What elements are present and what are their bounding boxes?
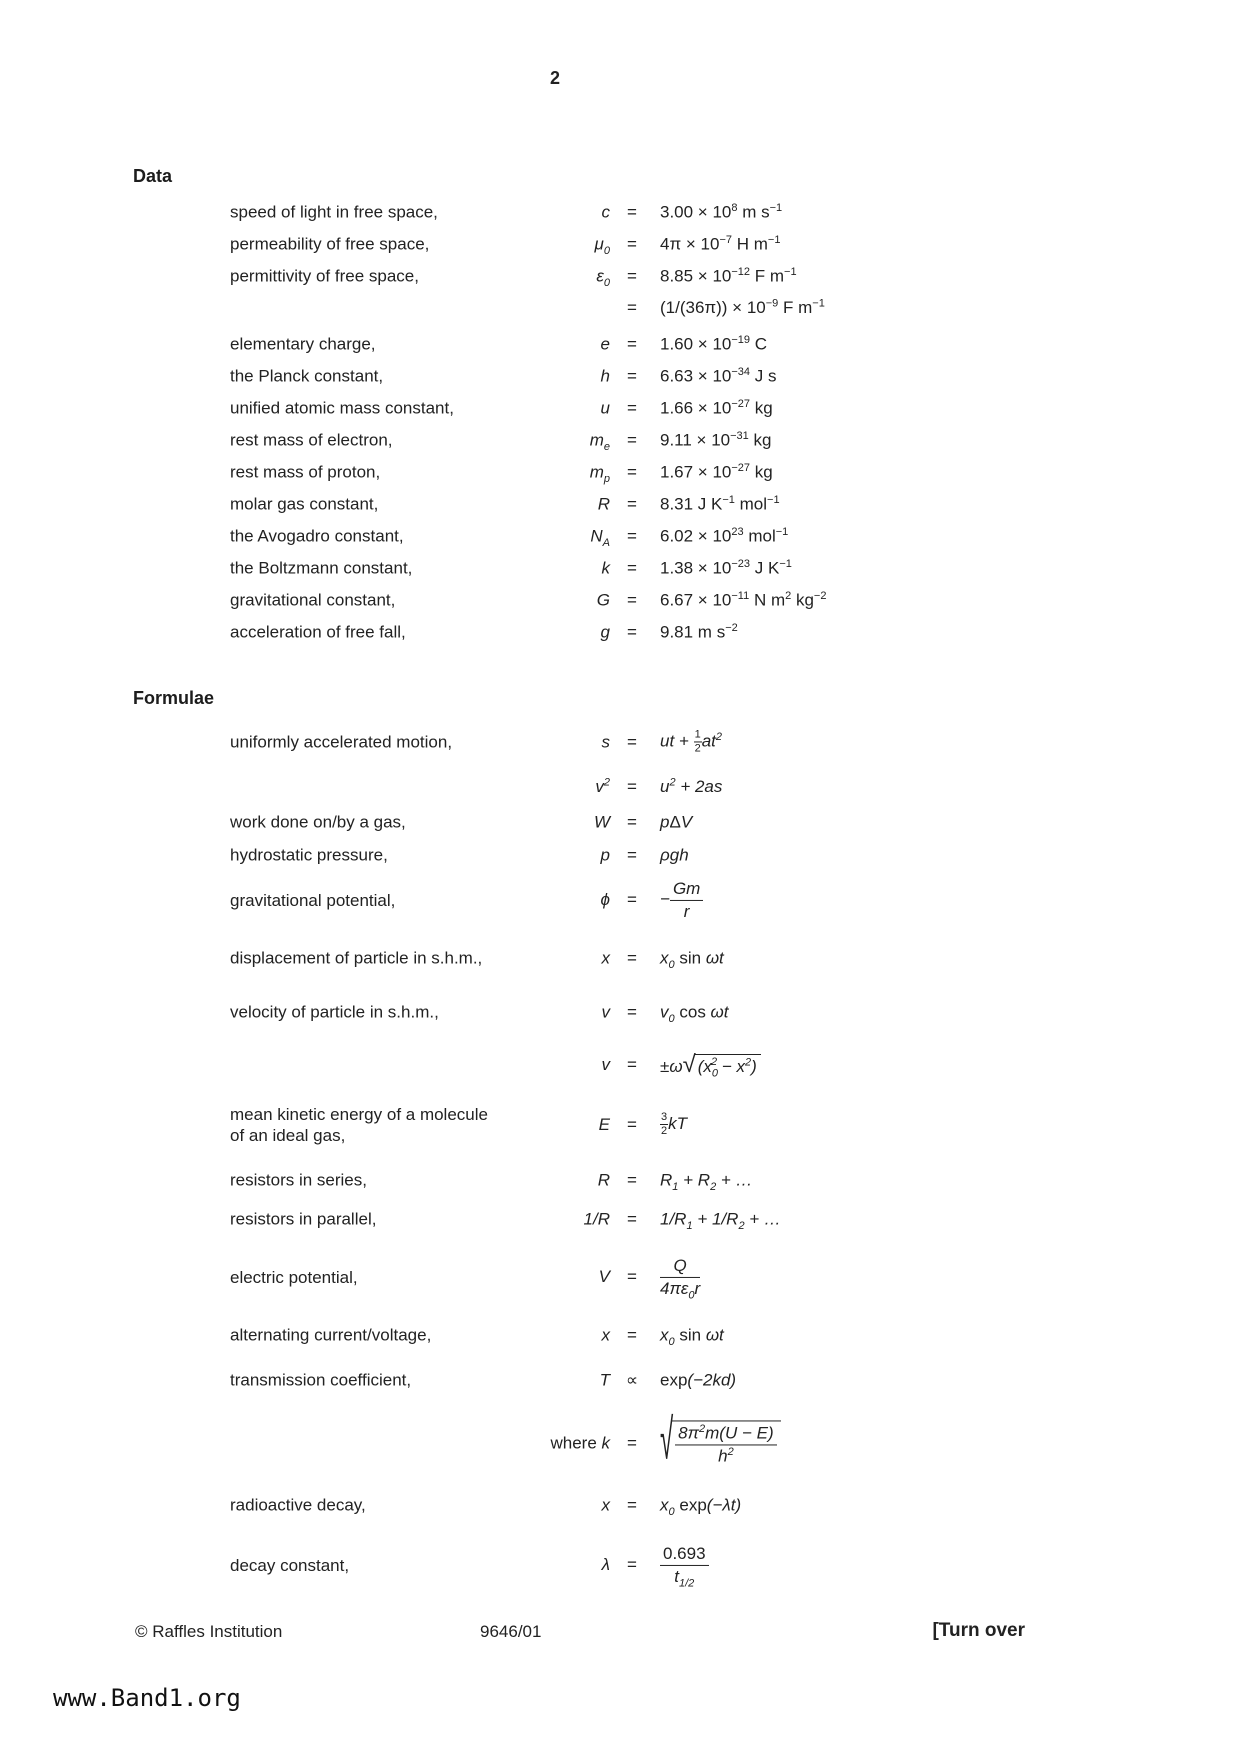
row-relation: =	[627, 298, 637, 317]
row-indent	[0, 1180, 230, 1181]
row-label	[230, 787, 540, 788]
row-relation: =	[627, 812, 637, 831]
row-indent	[0, 822, 230, 823]
row-relation: =	[627, 526, 637, 545]
row-symbol: R	[597, 1170, 610, 1189]
data-section-heading: Data	[133, 166, 173, 186]
row-indent	[0, 244, 230, 245]
row-relation: =	[627, 334, 637, 353]
row-label: decay constant,	[230, 1555, 350, 1575]
row-value: $x_0$ sin ωt	[660, 1325, 724, 1348]
row-indent	[0, 1012, 230, 1013]
constant-row	[0, 266, 1150, 287]
row-label	[230, 1443, 540, 1444]
row-value: $\frac{0.693}{t_{1/2}}$	[652, 1544, 1150, 1586]
formula-row	[0, 1495, 1150, 1516]
row-value: $8.85 \times 10^{-12}$ F $m^{-1}$	[660, 265, 797, 285]
row-label: elementary charge,	[230, 334, 376, 354]
formula-row	[0, 1370, 1150, 1391]
row-value: $1/R_1 + 1/R_2$ + …	[660, 1209, 781, 1232]
row-indent	[0, 600, 230, 601]
row-indent	[0, 958, 230, 959]
row-label: rest mass of electron,	[230, 430, 393, 450]
row-relation: =	[627, 462, 637, 481]
row-label: displacement of particle in s.h.m.,	[230, 948, 483, 968]
row-value: $1.38 \times 10^{-23}$ J $K^{-1}$	[660, 557, 792, 577]
row-relation: =	[627, 266, 637, 285]
row-symbol: e	[600, 334, 610, 353]
row-indent	[0, 1335, 230, 1336]
row-value: exp(−2kd)	[660, 1370, 737, 1389]
row-symbol: 1/R	[583, 1209, 610, 1228]
row-indent	[0, 276, 230, 277]
watermark-url: www.Band1.org	[53, 1684, 241, 1712]
row-relation: =	[627, 845, 637, 864]
row-symbol	[540, 308, 612, 309]
footer-copyright: © Raffles Institution	[135, 1622, 283, 1641]
row-symbol: x	[601, 948, 610, 967]
row-label: unified atomic mass constant,	[230, 398, 454, 418]
row-indent	[0, 440, 230, 441]
row-label: transmission coefficient,	[230, 1370, 412, 1390]
row-symbol: E	[598, 1115, 610, 1134]
row-relation: =	[627, 777, 637, 796]
row-symbol: x	[601, 1495, 610, 1514]
row-relation: =	[627, 622, 637, 641]
formula-row	[0, 845, 1150, 866]
row-relation: =	[627, 430, 637, 449]
row-label	[230, 308, 540, 309]
row-label: resistors in parallel,	[230, 1209, 377, 1229]
row-symbol: $\varepsilon_0$	[596, 266, 610, 289]
footer-turn-over: [Turn over	[932, 1620, 1025, 1641]
row-relation: =	[627, 1115, 637, 1134]
formula-row	[0, 729, 1150, 754]
formula-row	[0, 1255, 1150, 1301]
row-symbol: T	[599, 1370, 610, 1389]
formula-row	[0, 1104, 1150, 1146]
row-label: acceleration of free fall,	[230, 622, 406, 642]
row-symbol: g	[600, 622, 610, 641]
row-symbol: λ	[601, 1555, 610, 1574]
row-relation: =	[627, 590, 637, 609]
row-value: ±ω √ $(x_0^2 - x^2)$	[652, 1053, 1150, 1077]
row-relation: ∝	[625, 1370, 639, 1389]
row-relation: =	[627, 1267, 637, 1286]
row-relation: =	[627, 398, 637, 417]
row-value: $x_0$ sin ωt	[660, 948, 724, 971]
row-symbol: $m_p$	[589, 462, 610, 485]
row-label: alternating current/voltage,	[230, 1325, 432, 1345]
constant-row	[0, 622, 1150, 643]
constant-row	[0, 202, 1150, 223]
row-symbol: $N_A$	[590, 526, 610, 549]
row-label: gravitational potential,	[230, 890, 396, 910]
row-value: $6.63 \times 10^{-34}$ J s	[660, 365, 777, 385]
row-label: work done on/by a gas,	[230, 812, 406, 832]
row-symbol: W	[593, 812, 610, 831]
row-relation: =	[627, 234, 637, 253]
row-relation: =	[627, 1055, 637, 1074]
row-relation: =	[627, 494, 637, 513]
row-value: pΔV	[660, 812, 693, 831]
row-indent	[0, 568, 230, 569]
row-label: velocity of particle in s.h.m.,	[230, 1002, 439, 1022]
constant-row	[0, 334, 1150, 355]
row-indent	[0, 1380, 230, 1381]
constant-row	[0, 558, 1150, 579]
row-relation: =	[627, 1002, 637, 1021]
row-label: mean kinetic energy of a molecule of an ideal gas,	[230, 1105, 488, 1145]
row-symbol: G	[596, 590, 610, 609]
row-symbol: R	[597, 494, 610, 513]
row-symbol: ϕ	[600, 890, 610, 909]
row-symbol: p	[600, 845, 610, 864]
row-value: $1.67 \times 10^{-27}$ kg	[660, 461, 773, 481]
constant-row	[0, 590, 1150, 611]
constant-row	[0, 526, 1150, 547]
formula-row	[0, 1170, 1150, 1191]
row-symbol: $m_e$	[589, 430, 610, 453]
row-label: the Avogadro constant,	[230, 526, 404, 546]
row-indent	[0, 900, 230, 901]
row-label: rest mass of proton,	[230, 462, 381, 482]
row-indent	[0, 1277, 230, 1278]
row-value: $4\pi \times 10^{-7}$ H $m^{-1}$	[660, 233, 781, 253]
row-value: $3.00 \times 10^8$ m $s^{-1}$	[660, 201, 783, 221]
row-indent	[0, 1219, 230, 1220]
row-value: − $\frac{Gm}{r}$	[652, 879, 1150, 921]
row-indent	[0, 376, 230, 377]
row-symbol: u	[600, 398, 610, 417]
formula-row	[0, 1408, 1150, 1472]
row-relation: =	[627, 890, 637, 909]
row-relation: =	[627, 366, 637, 385]
row-relation: =	[627, 1170, 637, 1189]
constant-row	[0, 494, 1150, 515]
row-label: radioactive decay,	[230, 1495, 366, 1515]
row-indent	[0, 1125, 230, 1126]
formulae-section-heading: Formulae	[133, 688, 215, 708]
row-relation: =	[627, 1555, 637, 1574]
formula-row	[0, 1325, 1150, 1346]
row-relation: =	[627, 202, 637, 221]
row-relation: =	[627, 948, 637, 967]
formula-row	[0, 948, 1150, 969]
row-symbol: $v^2$	[595, 776, 610, 796]
row-value: $(1/(36\pi)) \times 10^{-9}$ F $m^{-1}$	[660, 297, 825, 317]
row-label: electric potential,	[230, 1267, 358, 1287]
row-value: √ $\frac{8\pi^2m(U - E)}{h^2}$	[652, 1420, 1150, 1465]
row-value: ρgh	[660, 845, 689, 864]
row-relation: =	[627, 1325, 637, 1344]
row-value: $v_0$ cos ωt	[660, 1002, 729, 1025]
row-relation: =	[627, 732, 637, 751]
row-label: permeability of free space,	[230, 234, 430, 254]
row-label: speed of light in free space,	[230, 202, 438, 222]
constant-row	[0, 398, 1150, 419]
row-symbol: s	[601, 732, 610, 751]
row-indent	[0, 344, 230, 345]
row-value: $\frac{3}{2}$ kT	[661, 1111, 688, 1137]
row-label	[230, 1065, 540, 1066]
formula-row	[0, 1053, 1150, 1077]
formula-row	[0, 1209, 1150, 1230]
row-indent	[0, 1505, 230, 1506]
row-indent	[0, 1565, 230, 1566]
row-symbol: v	[601, 1055, 610, 1074]
row-value: 8.31 J $K^{-1}$ mol$^{-1}$	[660, 493, 780, 513]
row-value: $1.66 \times 10^{-27}$ kg	[660, 397, 773, 417]
row-symbol: where k	[550, 1433, 610, 1452]
row-value: 9.81 m $s^{-2}$	[660, 621, 738, 641]
row-indent	[0, 504, 230, 505]
row-symbol: v	[601, 1002, 610, 1021]
row-value: $6.67 \times 10^{-11}$ N $m^2$ $kg^{-2}$	[660, 589, 827, 609]
row-relation: =	[627, 1495, 637, 1514]
constant-row	[0, 366, 1150, 387]
row-indent	[0, 308, 230, 309]
row-label: gravitational constant,	[230, 590, 396, 610]
row-label: permittivity of free space,	[230, 266, 419, 286]
formula-row	[0, 777, 1150, 797]
constant-row	[0, 234, 1150, 255]
formula-row	[0, 1543, 1150, 1589]
row-relation: =	[627, 558, 637, 577]
row-relation: =	[627, 1433, 637, 1452]
row-indent	[0, 742, 230, 743]
row-value: $1.60 \times 10^{-19}$ C	[660, 333, 768, 353]
formula-row	[0, 1002, 1150, 1023]
row-relation: =	[627, 1209, 637, 1228]
row-label: hydrostatic pressure,	[230, 845, 388, 865]
row-value: $6.02 \times 10^{23}$ mol$^{-1}$	[660, 525, 789, 545]
row-symbol: c	[601, 202, 610, 221]
row-indent	[0, 855, 230, 856]
row-label: molar gas constant,	[230, 494, 379, 514]
row-value: $u^2 + 2as$	[660, 776, 723, 796]
row-indent	[0, 1065, 230, 1066]
row-symbol: V	[598, 1267, 610, 1286]
constant-row	[0, 430, 1150, 451]
row-indent	[0, 632, 230, 633]
row-symbol: x	[601, 1325, 610, 1344]
row-value: $x_0$ exp(−λt)	[660, 1495, 742, 1518]
row-indent	[0, 536, 230, 537]
row-symbol: $\mu_0$	[594, 234, 610, 257]
row-label: the Boltzmann constant,	[230, 558, 413, 578]
row-symbol: k	[601, 558, 610, 577]
formula-row	[0, 879, 1150, 921]
row-label: resistors in series,	[230, 1170, 367, 1190]
row-label: the Planck constant,	[230, 366, 384, 386]
footer-paper-code: 9646/01	[480, 1622, 542, 1641]
page-number: 2	[549, 68, 560, 88]
row-symbol: h	[600, 366, 610, 385]
row-value: $\frac{Q}{4\pi\varepsilon_0r}$	[660, 1255, 701, 1301]
row-indent	[0, 787, 230, 788]
row-indent	[0, 408, 230, 409]
constant-row	[0, 298, 1150, 318]
row-indent	[0, 1443, 230, 1444]
formula-row	[0, 812, 1150, 833]
row-label: uniformly accelerated motion,	[230, 732, 453, 752]
constant-row	[0, 462, 1150, 483]
row-indent	[0, 212, 230, 213]
row-value: $9.11 \times 10^{-31}$ kg	[660, 429, 772, 449]
row-indent	[0, 472, 230, 473]
row-value: ut + $\frac{1}{2}$ $at^2$	[660, 728, 722, 754]
row-value: $R_1 + R_2$ + …	[660, 1170, 753, 1193]
